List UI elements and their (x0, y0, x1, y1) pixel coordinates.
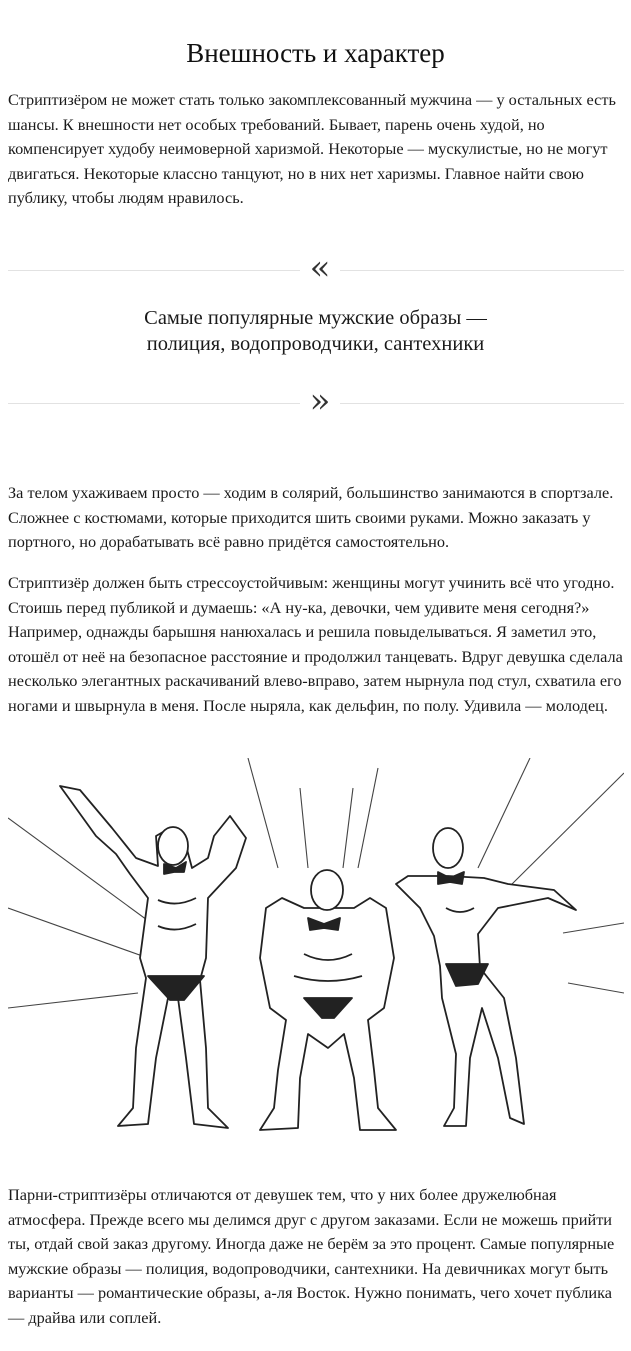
body-paragraph-2: Стриптизёр должен быть стрессоустойчивым: женщины могут учинить всё что угодно. Стоишь перед публикой и думаешь: «А ну-ка, девочки, чем удивите меня сегодня?» Например, однажды барышня нанюхалась и решила повыделываться. Я заметил это, отошёл от неё на безопасное расстояние и продолжил танцевать. Вдруг девушка сделала несколько элегантных раскачиваний влево-вправо, затем нырнула под стул, схватила его ногами и швырнула в меня. После ныряла, как дельфин, по полу. Удивила — молодец. (8, 573, 623, 715)
pull-quote-line-2: полиция, водопроводчики, сантехники (146, 333, 485, 355)
section-heading: Внешность и характер (186, 38, 445, 68)
pull-quote-line-1: Самые популярные мужские образы — (144, 307, 487, 329)
dancers-illustration (8, 758, 624, 1142)
body-paragraph-1: За телом ухаживаем просто — ходим в солярий, большинство занимаются в спортзале. Сложнее с костюмами, которые приходится шить своими руками. Можно заказать у портного, но дорабатывать всё равно придётся самостоятельно. (8, 483, 614, 551)
close-quote-mark: » (300, 386, 340, 420)
dancer-left (60, 786, 246, 1128)
open-quote-mark: « (300, 253, 340, 287)
body-paragraph-3: Парни-стриптизёры отличаются от девушек тем, что у них более дружелюбная атмосфера. Прежде всего мы делимся друг с другом заказами. Если не можешь прийти ты, отдай свой заказ другому. Иногда даже не берём за это процент. Самые популярные мужские образы — полиция, водопроводчики, сантехники. На девичниках могут быть варианты — романтические образы, а-ля Восток. Нужно понимать, чего хочет публика — драйва или соплей. (8, 1185, 615, 1327)
intro-paragraph: Стриптизёром не может стать только закомплексованный мужчина — у остальных есть шансы. К внешности нет особых требований. Бывает, парень очень худой, но компенсирует худобу неимоверной харизмой. Некоторые — мускулистые, но не могут двигаться. Некоторые классно танцуют, но в них нет харизмы. Главное найти свою публику, чтобы людям нравилось. (8, 90, 616, 207)
dancer-middle (260, 870, 396, 1130)
pull-quote-text (0, 305, 631, 357)
dancer-right (396, 828, 576, 1126)
